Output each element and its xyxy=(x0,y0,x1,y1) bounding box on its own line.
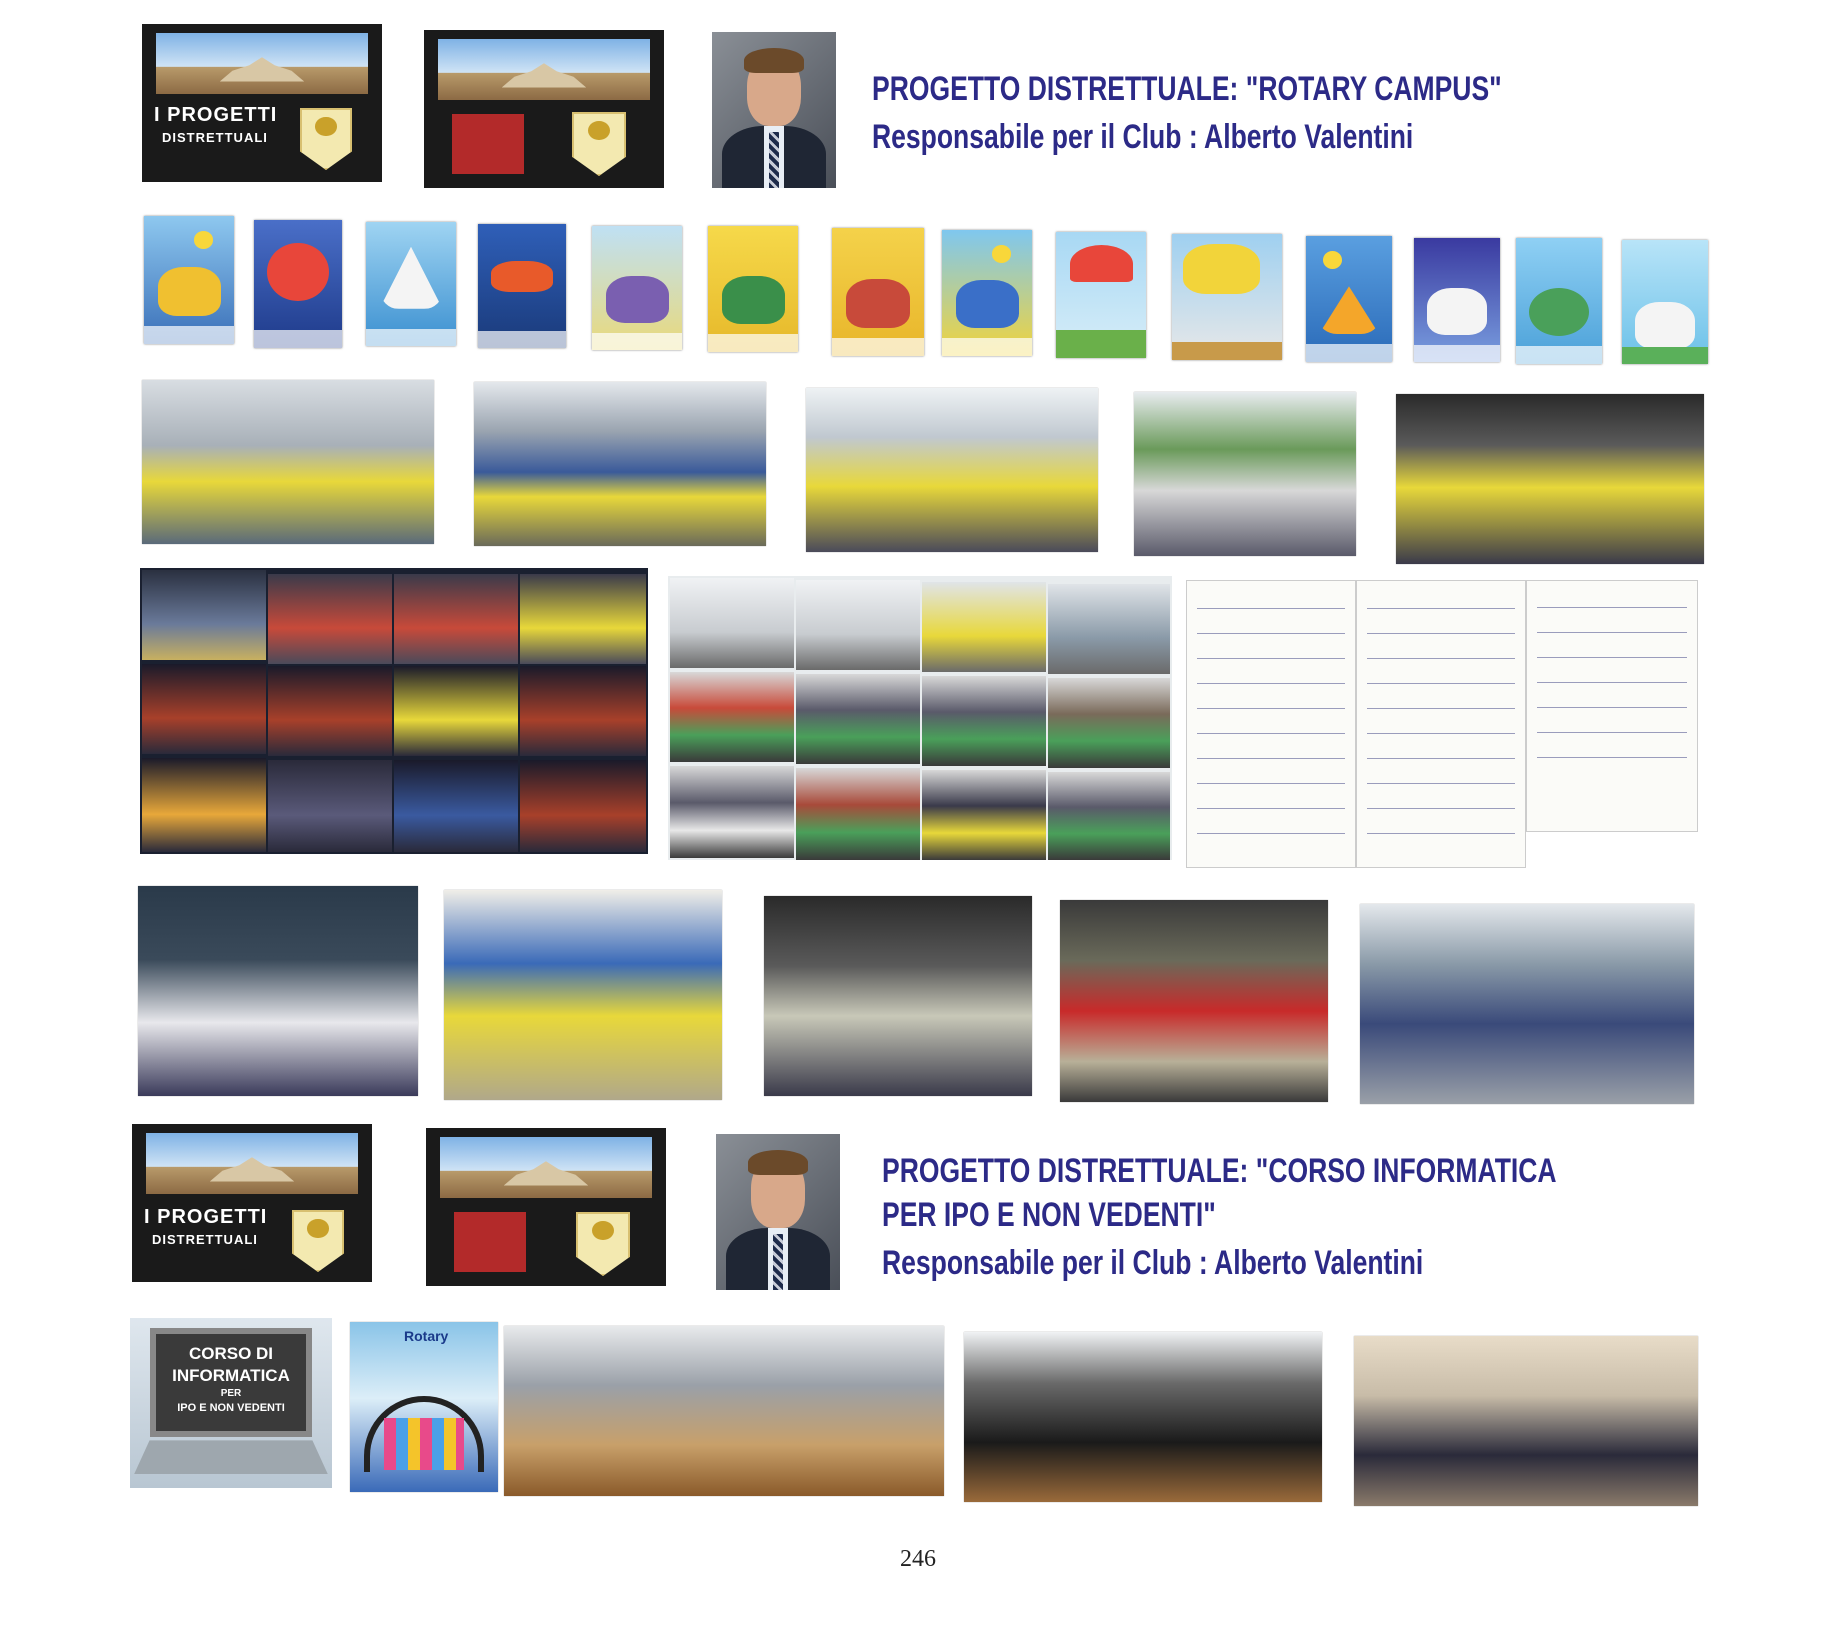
campus-poster-7 xyxy=(832,228,924,356)
dining-photo xyxy=(796,768,920,860)
campus-poster-6 xyxy=(708,226,798,352)
campus-poster-9 xyxy=(1056,232,1146,358)
campus-poster-11 xyxy=(1306,236,1392,362)
alberto-valentini-portrait xyxy=(716,1134,840,1290)
dining-photo xyxy=(922,770,1046,860)
dining-photo xyxy=(796,674,920,764)
card-title-line1: I PROGETTI xyxy=(154,104,278,126)
project-flyer-thumbnail xyxy=(452,114,524,174)
rotary-pennant-icon xyxy=(292,1210,344,1272)
stage-photo xyxy=(268,760,392,852)
informatica-responsible: Responsabile per il Club : Alberto Valentini xyxy=(882,1244,1424,1282)
event-photo-outdoor xyxy=(1134,392,1356,556)
dining-photo xyxy=(1048,772,1170,860)
event-photo-speech xyxy=(806,388,1098,552)
informatica-course-flyer xyxy=(350,1322,498,1492)
dining-photo xyxy=(670,672,794,762)
event-photo-volunteers xyxy=(1396,394,1704,564)
laptop-text-line4: IPO E NON VEDENTI xyxy=(177,1402,285,1414)
page-number: 246 xyxy=(900,1546,936,1572)
informatica-title-line1: PROGETTO DISTRETTUALE: "CORSO INFORMATICA xyxy=(882,1152,1557,1190)
course-group-photo xyxy=(1354,1336,1698,1506)
stage-photo xyxy=(394,760,518,852)
stage-photo xyxy=(142,570,266,660)
campus-poster-14 xyxy=(1622,240,1708,364)
campus-poster-3 xyxy=(366,222,456,346)
tent-photo xyxy=(922,582,1046,672)
rotary-logo: Rotary xyxy=(404,1328,449,1344)
tent-photo xyxy=(670,578,794,668)
event-photo-group-standing xyxy=(142,380,434,544)
stage-photo xyxy=(268,574,392,664)
laptop-text-line1: CORSO DI xyxy=(188,1344,274,1363)
card-title-line2: DISTRETTUALI xyxy=(152,1232,258,1247)
event-photo-group-seated xyxy=(1360,904,1694,1104)
dining-photo xyxy=(1048,678,1170,768)
project-flyer-thumbnail xyxy=(454,1212,526,1272)
laptop-text-line2: INFORMATICA xyxy=(172,1366,290,1385)
informatica-project-card xyxy=(426,1128,666,1286)
stage-photo xyxy=(520,666,646,756)
stage-photo xyxy=(142,758,266,852)
alberto-valentini-portrait xyxy=(712,32,836,188)
rotary-pennant-icon xyxy=(300,108,352,170)
rotary-pennant-icon xyxy=(576,1212,630,1276)
classroom-photo xyxy=(504,1326,944,1496)
campus-poster-5 xyxy=(592,226,682,350)
campus-poster-2 xyxy=(254,220,342,348)
town-skyline-image xyxy=(146,1133,357,1193)
event-photo-evening-crowd xyxy=(764,896,1032,1096)
dining-photo xyxy=(922,676,1046,766)
campus-poster-8 xyxy=(942,230,1032,356)
event-photo-banquet xyxy=(138,886,418,1096)
event-photo-audience xyxy=(474,382,766,546)
card-title-line2: DISTRETTUALI xyxy=(162,130,268,145)
tent-photo xyxy=(796,580,920,670)
tent-photo xyxy=(1048,584,1170,674)
event-photo-patio xyxy=(444,890,722,1100)
campus-project-card xyxy=(424,30,664,188)
event-photo-conversation xyxy=(1060,900,1328,1102)
town-skyline-image xyxy=(156,33,367,93)
progetti-distrettuali-card xyxy=(142,24,382,182)
rotary-campus-title: PROGETTO DISTRETTUALE: "ROTARY CAMPUS" xyxy=(872,70,1502,108)
campus-poster-13 xyxy=(1516,238,1602,364)
campus-poster-4 xyxy=(478,224,566,348)
corso-informatica-laptop-graphic xyxy=(130,1318,332,1488)
dining-photo xyxy=(670,766,794,858)
campus-poster-12 xyxy=(1414,238,1500,362)
handwritten-letter-page-2 xyxy=(1356,580,1526,868)
campus-poster-1 xyxy=(144,216,234,344)
stage-photo xyxy=(394,666,518,756)
laptop-text-line3: PER xyxy=(220,1388,242,1399)
stage-photo xyxy=(142,664,266,754)
stage-photo xyxy=(520,574,646,664)
handwritten-letter-page-3 xyxy=(1526,580,1698,832)
town-skyline-image xyxy=(440,1137,651,1197)
card-title-line1: I PROGETTI xyxy=(144,1206,268,1228)
stage-photo xyxy=(394,574,518,664)
tablet-screen-image xyxy=(384,1418,464,1470)
handwritten-letter-page-1 xyxy=(1186,580,1356,868)
stage-photo xyxy=(268,666,392,756)
informatica-title-line2: PER IPO E NON VEDENTI" xyxy=(882,1196,1216,1234)
progetti-distrettuali-card xyxy=(132,1124,372,1282)
campus-poster-10 xyxy=(1172,234,1282,360)
lecture-audience-photo xyxy=(964,1332,1322,1502)
town-skyline-image xyxy=(438,39,649,99)
rotary-campus-responsible: Responsabile per il Club : Alberto Valentini xyxy=(872,118,1414,156)
rotary-pennant-icon xyxy=(572,112,626,176)
stage-photo xyxy=(520,760,646,852)
